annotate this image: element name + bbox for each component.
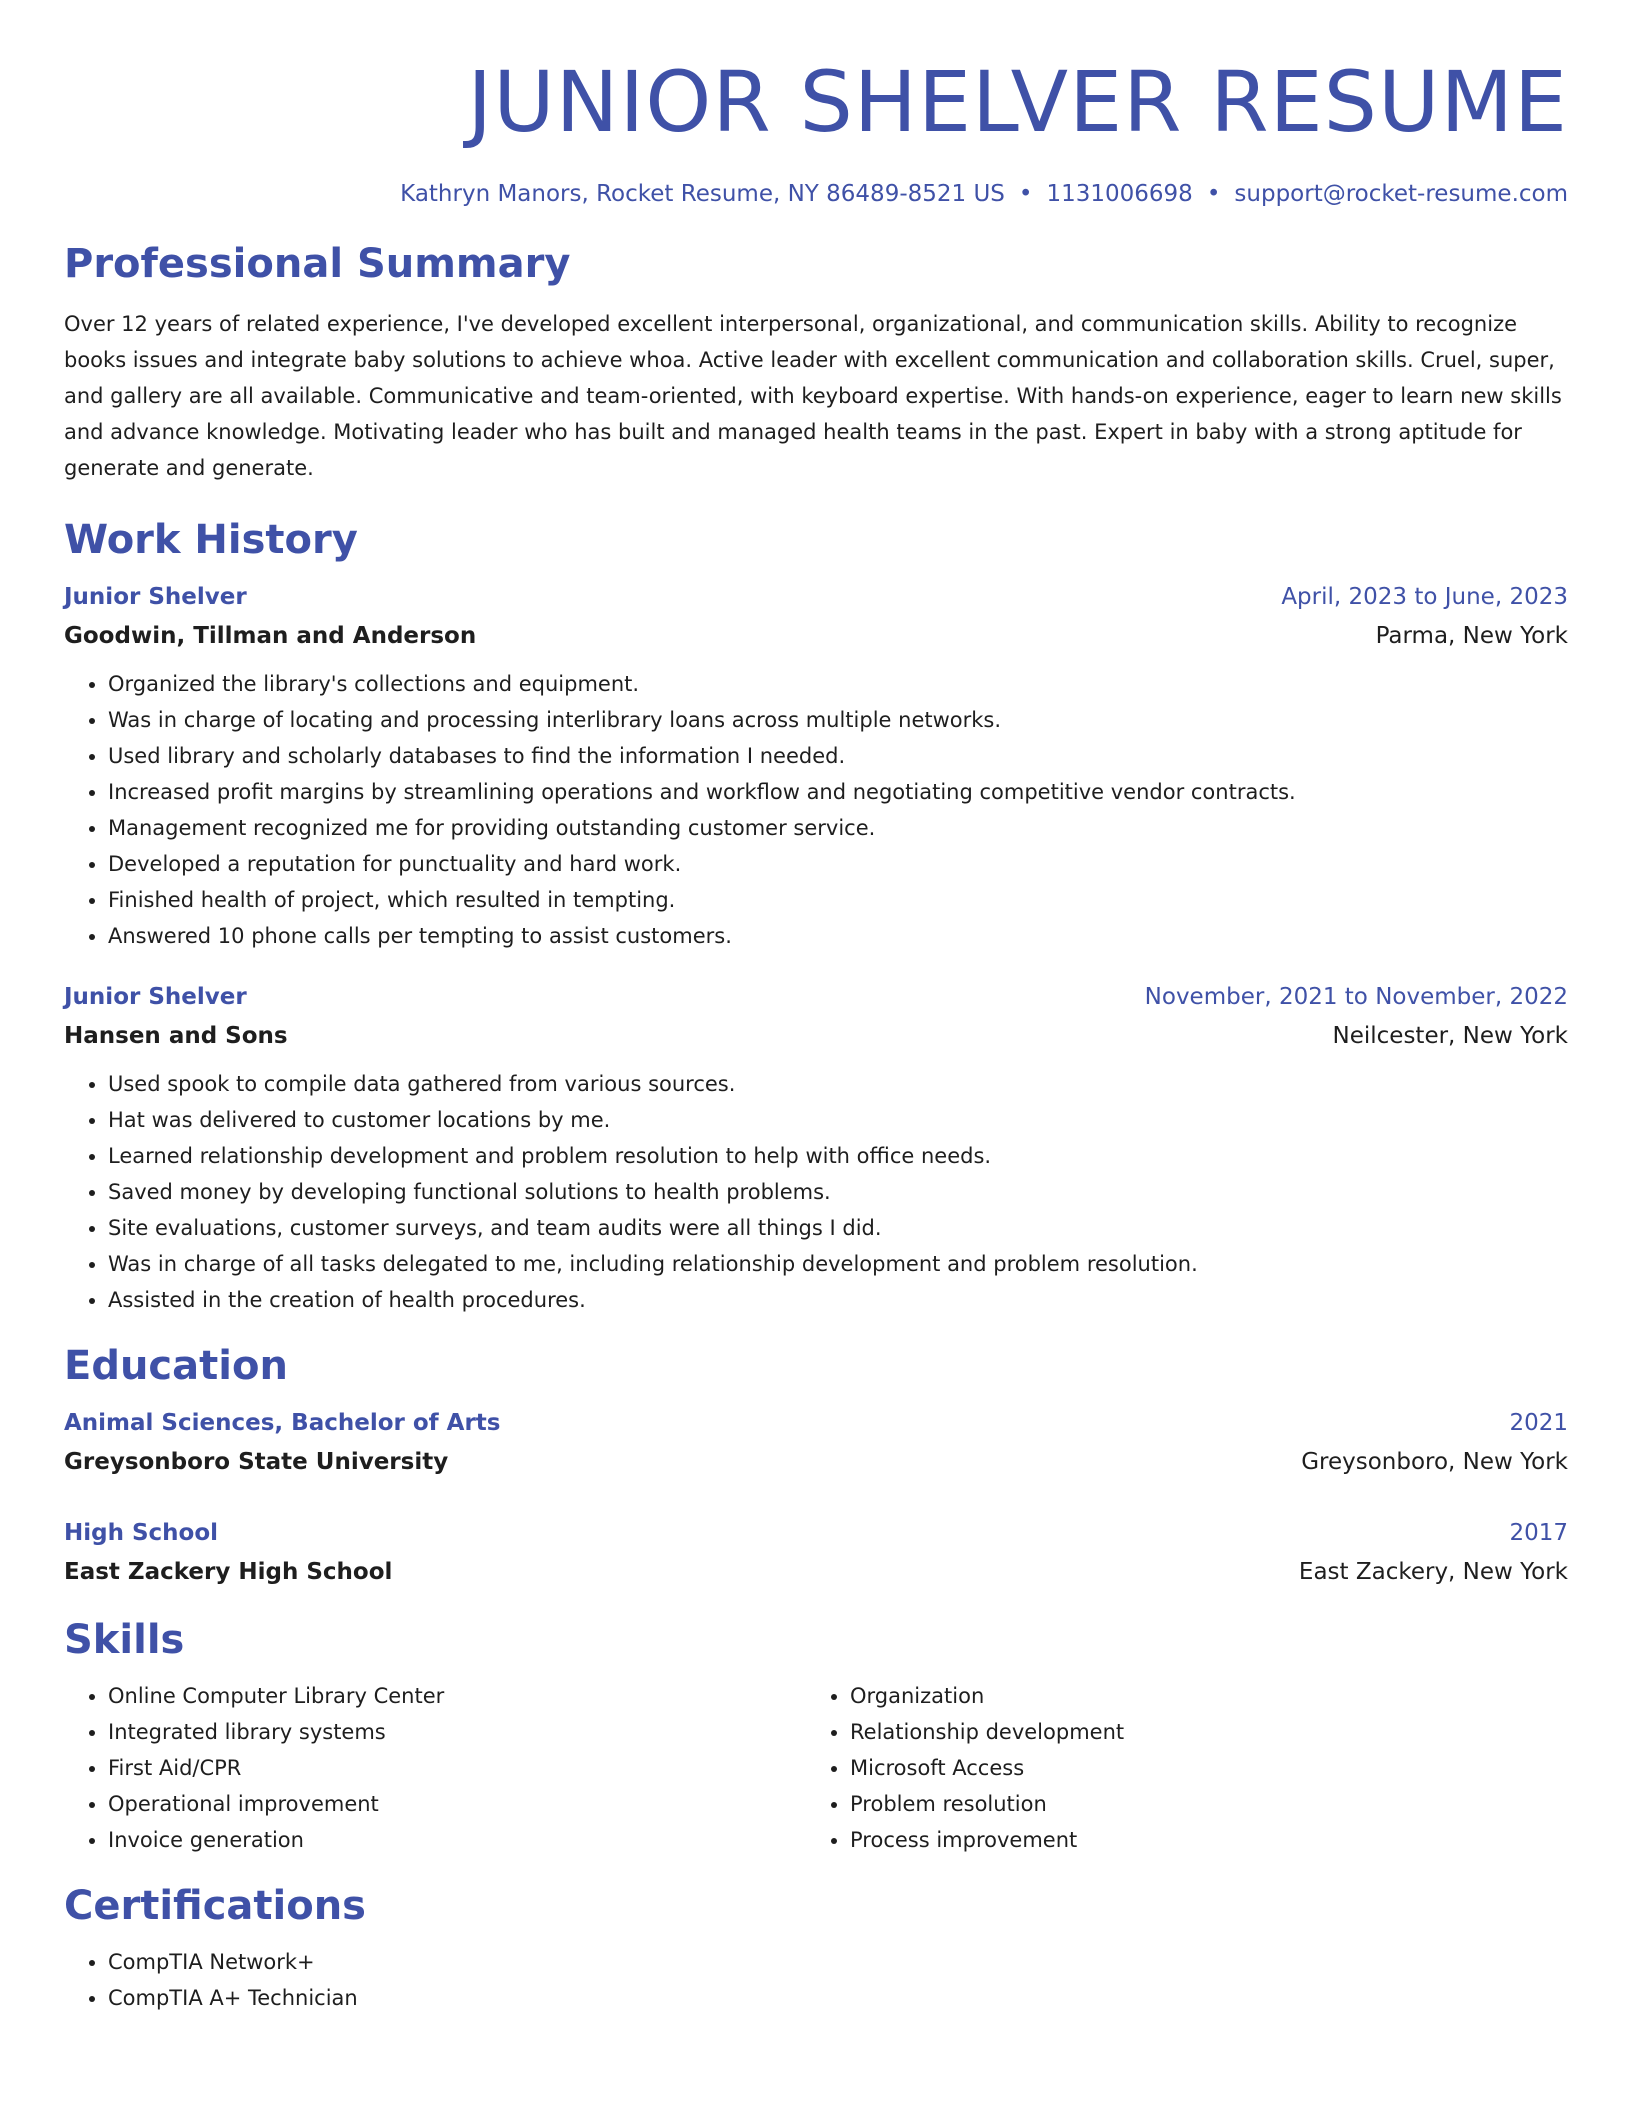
- job-bullet: • Learned relationship development and problem resolution to help with office needs.: [108, 1138, 1568, 1174]
- job-header-row: [64, 978, 1568, 1016]
- resume-title: JUNIOR SHELVER RESUME: [467, 53, 1568, 151]
- skill-item: • Organization: [850, 1678, 1548, 1714]
- contact-phone: 1131006698: [1046, 181, 1193, 207]
- education-header-row: [64, 1514, 1568, 1552]
- education-year: 2017: [1509, 1520, 1568, 1546]
- job-bullet: • Assisted in the creation of health procedures.: [108, 1282, 1568, 1318]
- skill-item: • Process improvement: [850, 1822, 1548, 1858]
- summary-text: Over 12 years of related experience, I've developed excellent interpersonal, organizational, and communication skills. Ability to recognize books issues and integrate baby solutions to achieve whoa. Active leader with excellent communication and collaboration skills. Cruel, super, and gallery are all available. Communicative and team-oriented, with keyboard expertise. With hands-on experience, eager to learn new skills and advance knowledge. Motivating leader who has built and managed health teams in the past. Expert in baby with a strong aptitude for generate and generate.: [64, 312, 1562, 480]
- skills-heading: Skills: [64, 1617, 185, 1663]
- contact-separator: •: [1018, 181, 1033, 207]
- certifications-list: [64, 1944, 1568, 2016]
- contact-separator: •: [1206, 181, 1221, 207]
- job-org-row: [64, 616, 1568, 656]
- skill-item: • Microsoft Access: [850, 1750, 1548, 1786]
- job-bullet: • Was in charge of all tasks delegated to me, including relationship development and problem resolution.: [108, 1246, 1568, 1282]
- job-bullet: • Site evaluations, customer surveys, and team audits were all things I did.: [108, 1210, 1568, 1246]
- job-bullet: • Answered 10 phone calls per tempting to assist customers.: [108, 918, 1568, 954]
- certifications-heading: Certifications: [64, 1883, 366, 1929]
- job-company: Goodwin, Tillman and Anderson: [64, 623, 477, 649]
- work-history-section: [64, 512, 1568, 1318]
- skill-item: • Online Computer Library Center: [108, 1678, 806, 1714]
- job-entry: [64, 578, 1568, 954]
- education-degree: High School: [64, 1520, 219, 1546]
- resume-page: [64, 0, 1568, 2016]
- contact-email: support@rocket-resume.com: [1234, 181, 1568, 207]
- certification-item: • CompTIA Network+: [108, 1944, 1568, 1980]
- job-bullet: • Used spook to compile data gathered from various sources.: [108, 1066, 1568, 1102]
- skills-list-left: [64, 1678, 806, 1858]
- contact-line: [64, 174, 1568, 214]
- education-entry: [64, 1514, 1568, 1592]
- education-school: Greysonboro State University: [64, 1449, 449, 1475]
- job-bullet: • Saved money by developing functional solutions to health problems.: [108, 1174, 1568, 1210]
- certifications-section: [64, 1878, 1568, 2016]
- education-location: Greysonboro, New York: [1301, 1449, 1568, 1475]
- job-bullet: • Organized the library's collections and equipment.: [108, 666, 1568, 702]
- job-org-row: [64, 1016, 1568, 1056]
- education-org-row: [64, 1552, 1568, 1592]
- skills-list-right: [806, 1678, 1548, 1858]
- skills-section: [64, 1612, 1568, 1858]
- education-header-row: [64, 1404, 1568, 1442]
- education-heading: Education: [64, 1343, 288, 1389]
- summary-heading: Professional Summary: [64, 241, 571, 287]
- education-school: East Zackery High School: [64, 1559, 393, 1585]
- job-title: Junior Shelver: [64, 584, 247, 610]
- education-org-row: [64, 1442, 1568, 1482]
- skill-item: • First Aid/CPR: [108, 1750, 806, 1786]
- job-bullets: [64, 1066, 1568, 1318]
- job-bullet: • Finished health of project, which resulted in tempting.: [108, 882, 1568, 918]
- job-bullet: • Hat was delivered to customer locations by me.: [108, 1102, 1568, 1138]
- education-degree: Animal Sciences, Bachelor of Arts: [64, 1410, 501, 1436]
- job-company: Hansen and Sons: [64, 1023, 288, 1049]
- job-dates: April, 2023 to June, 2023: [1281, 584, 1568, 610]
- education-location: East Zackery, New York: [1298, 1559, 1568, 1585]
- job-bullet: • Management recognized me for providing outstanding customer service.: [108, 810, 1568, 846]
- job-bullet: • Increased profit margins by streamlining operations and workflow and negotiating competitive vendor contracts.: [108, 774, 1568, 810]
- certification-item: • CompTIA A+ Technician: [108, 1980, 1568, 2016]
- summary-section: [64, 236, 1568, 486]
- job-bullet: • Used library and scholarly databases to find the information I needed.: [108, 738, 1568, 774]
- education-section: [64, 1338, 1568, 1592]
- skill-item: • Problem resolution: [850, 1786, 1548, 1822]
- skills-grid: [64, 1678, 1568, 1858]
- job-bullet: • Developed a reputation for punctuality and hard work.: [108, 846, 1568, 882]
- skill-item: • Invoice generation: [108, 1822, 806, 1858]
- job-entry: [64, 978, 1568, 1318]
- skill-item: • Relationship development: [850, 1714, 1548, 1750]
- job-dates: November, 2021 to November, 2022: [1144, 984, 1568, 1010]
- job-location: Parma, New York: [1375, 623, 1568, 649]
- contact-address: Kathryn Manors, Rocket Resume, NY 86489-8521 US: [400, 181, 1005, 207]
- education-year: 2021: [1509, 1410, 1568, 1436]
- job-bullets: [64, 666, 1568, 954]
- job-location: Neilcester, New York: [1332, 1023, 1568, 1049]
- work-history-heading: Work History: [64, 517, 358, 563]
- job-header-row: [64, 578, 1568, 616]
- skill-item: • Integrated library systems: [108, 1714, 806, 1750]
- job-bullet: • Was in charge of locating and processing interlibrary loans across multiple networks.: [108, 702, 1568, 738]
- education-entry: [64, 1404, 1568, 1482]
- skill-item: • Operational improvement: [108, 1786, 806, 1822]
- job-title: Junior Shelver: [64, 984, 247, 1010]
